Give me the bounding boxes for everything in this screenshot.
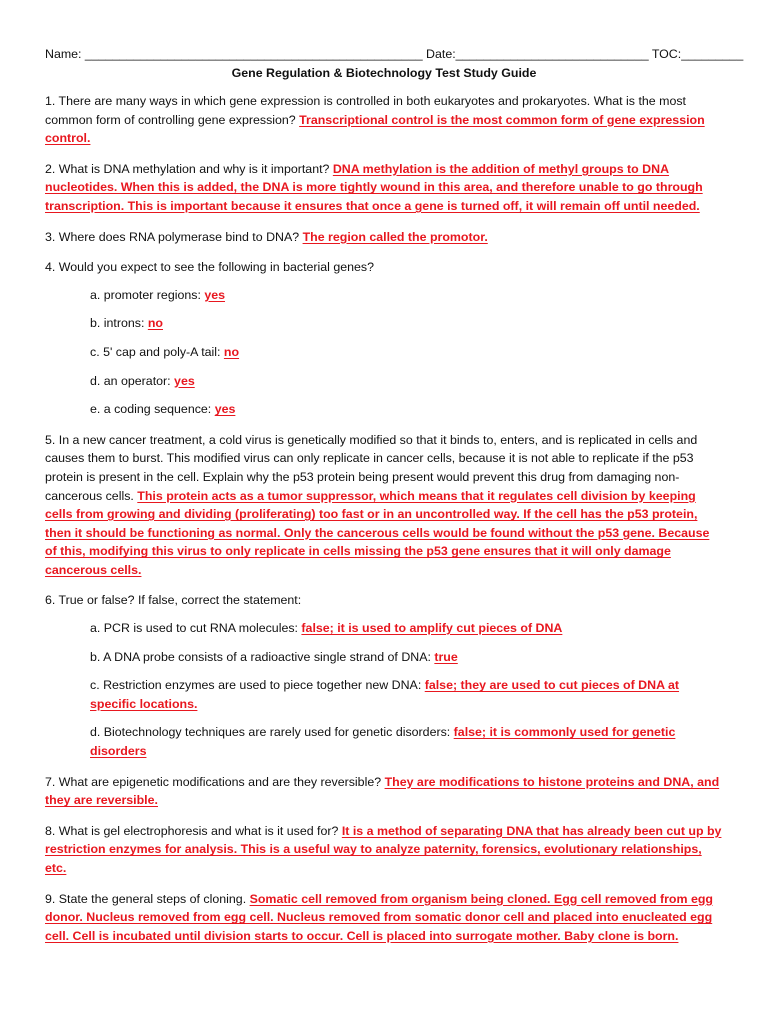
sub-question-text: d. Biotechnology techniques are rarely used for genetic disorders: [90,725,454,740]
sub-question-text: c. Restriction enzymes are used to piece together new DNA: [90,678,425,693]
answer-1: Transcriptional control is the most common form of gene expression control. [45,112,705,146]
question-4c [45,343,723,362]
question-8 [45,822,723,878]
question-6d [45,723,723,760]
page-title: Gene Regulation & Biotechnology Test Study Guide [231,66,537,80]
question-7-text: 7. What are epigenetic modifications and are they reversible? [45,774,385,789]
sub-question-text: e. a coding sequence: [90,402,215,417]
question-4 [45,258,723,277]
sub-question-text: a. promoter regions: [90,287,205,302]
question-6-text: 6. True or false? If false, correct the statement: [45,593,302,608]
sub-answer: true [434,649,458,664]
sub-answer: false; they are used to cut pieces of DNA at specific locations. [90,678,680,711]
question-2 [45,160,723,216]
answer-2: DNA methylation is the addition of methyl groups to DNA nucleotides. When this is added, the DNA is more tightly wound in this area, and therefore unable to go through transcription. This is important because it ensures that once a gene is turned off, it will remain off until needed. [45,161,703,213]
question-4a [45,286,723,305]
question-6b [45,648,723,667]
sub-answer: yes [214,402,236,417]
sub-question-text: d. an operator: [90,373,175,388]
question-6 [45,591,723,610]
question-4-text: 4. Would you expect to see the following in bacterial genes? [45,260,375,275]
sub-answer: no [147,316,163,331]
question-4b [45,314,723,333]
question-3-text: 3. Where does RNA polymerase bind to DNA? [45,229,303,244]
sub-question-text: b. introns: [90,316,148,331]
question-1-text: 1. There are many ways in which gene expression is controlled in both eukaryotes and prokaryotes. What is the most common form of controlling gene expression? [45,94,686,127]
sub-answer: false; it is used to amplify cut pieces of DNA [301,621,563,636]
question-6a [45,619,723,638]
answer-7: They are modifications to histone proteins and DNA, and they are reversible. [45,774,720,808]
question-9-text: 9. State the general steps of cloning. [45,891,250,906]
document-page [45,45,744,945]
question-1 [45,92,723,148]
answer-9: Somatic cell removed from organism being cloned. Egg cell removed from egg donor. Nucleus removed from egg cell. Nucleus removed from somatic donor cell and placed into enucleated egg cell. Cell is incubated until division starts to occur. Cell is placed into surrogate mother. Baby clone is born. [45,891,713,943]
question-9 [45,890,723,946]
header-fields: Name: _________________________________________________ Date:____________________________ TOC:_________ [45,47,744,61]
question-4e [45,400,723,419]
sub-answer: no [223,344,240,359]
question-5 [45,431,723,580]
sub-answer: yes [174,373,195,388]
question-4d [45,372,723,391]
sub-answer: yes [204,287,226,302]
question-5-text: 5. In a new cancer treatment, a cold virus is genetically modified so that it binds to, enters, and is replicated in cells and causes them to burst. This modified virus can only replicate in cancer cells, because it is not able to replicate if the p53 protein is present in the cell. Explain why the p53 protein being present would prevent this drug from damaging non-cancerous cells. [45,432,698,503]
answer-8: It is a method of separating DNA that has already been cut up by restriction enzymes for analysis. This is a useful way to analyze paternity, forensics, evolutionary relationships, etc. [45,823,722,875]
question-3 [45,228,723,247]
sub-question-text: a. PCR is used to cut RNA molecules: [90,621,302,636]
sub-question-text: c. 5' cap and poly-A tail: [90,344,224,359]
question-8-text: 8. What is gel electrophoresis and what is it used for? [45,823,342,838]
sub-question-text: b. A DNA probe consists of a radioactive single strand of DNA: [90,649,435,664]
question-6c [45,676,723,713]
question-2-text: 2. What is DNA methylation and why is it important? [45,161,333,176]
answer-3: The region called the promotor. [302,229,488,244]
question-7 [45,773,723,810]
sub-answer: false; it is commonly used for genetic disorders [90,725,676,759]
answer-5: This protein acts as a tumor suppressor, which means that it regulates cell division by keeping cells from growing and dividing (proliferating) too fast or in an uncontrolled way. If the cell has the p53 protein, then it should be functioning as normal. Only the cancerous cells would be found without the p53 gene. Because of this, modifying this virus to only replicate in cells missing the p53 gene ensures that it will only damage cancerous cells. [45,488,710,577]
